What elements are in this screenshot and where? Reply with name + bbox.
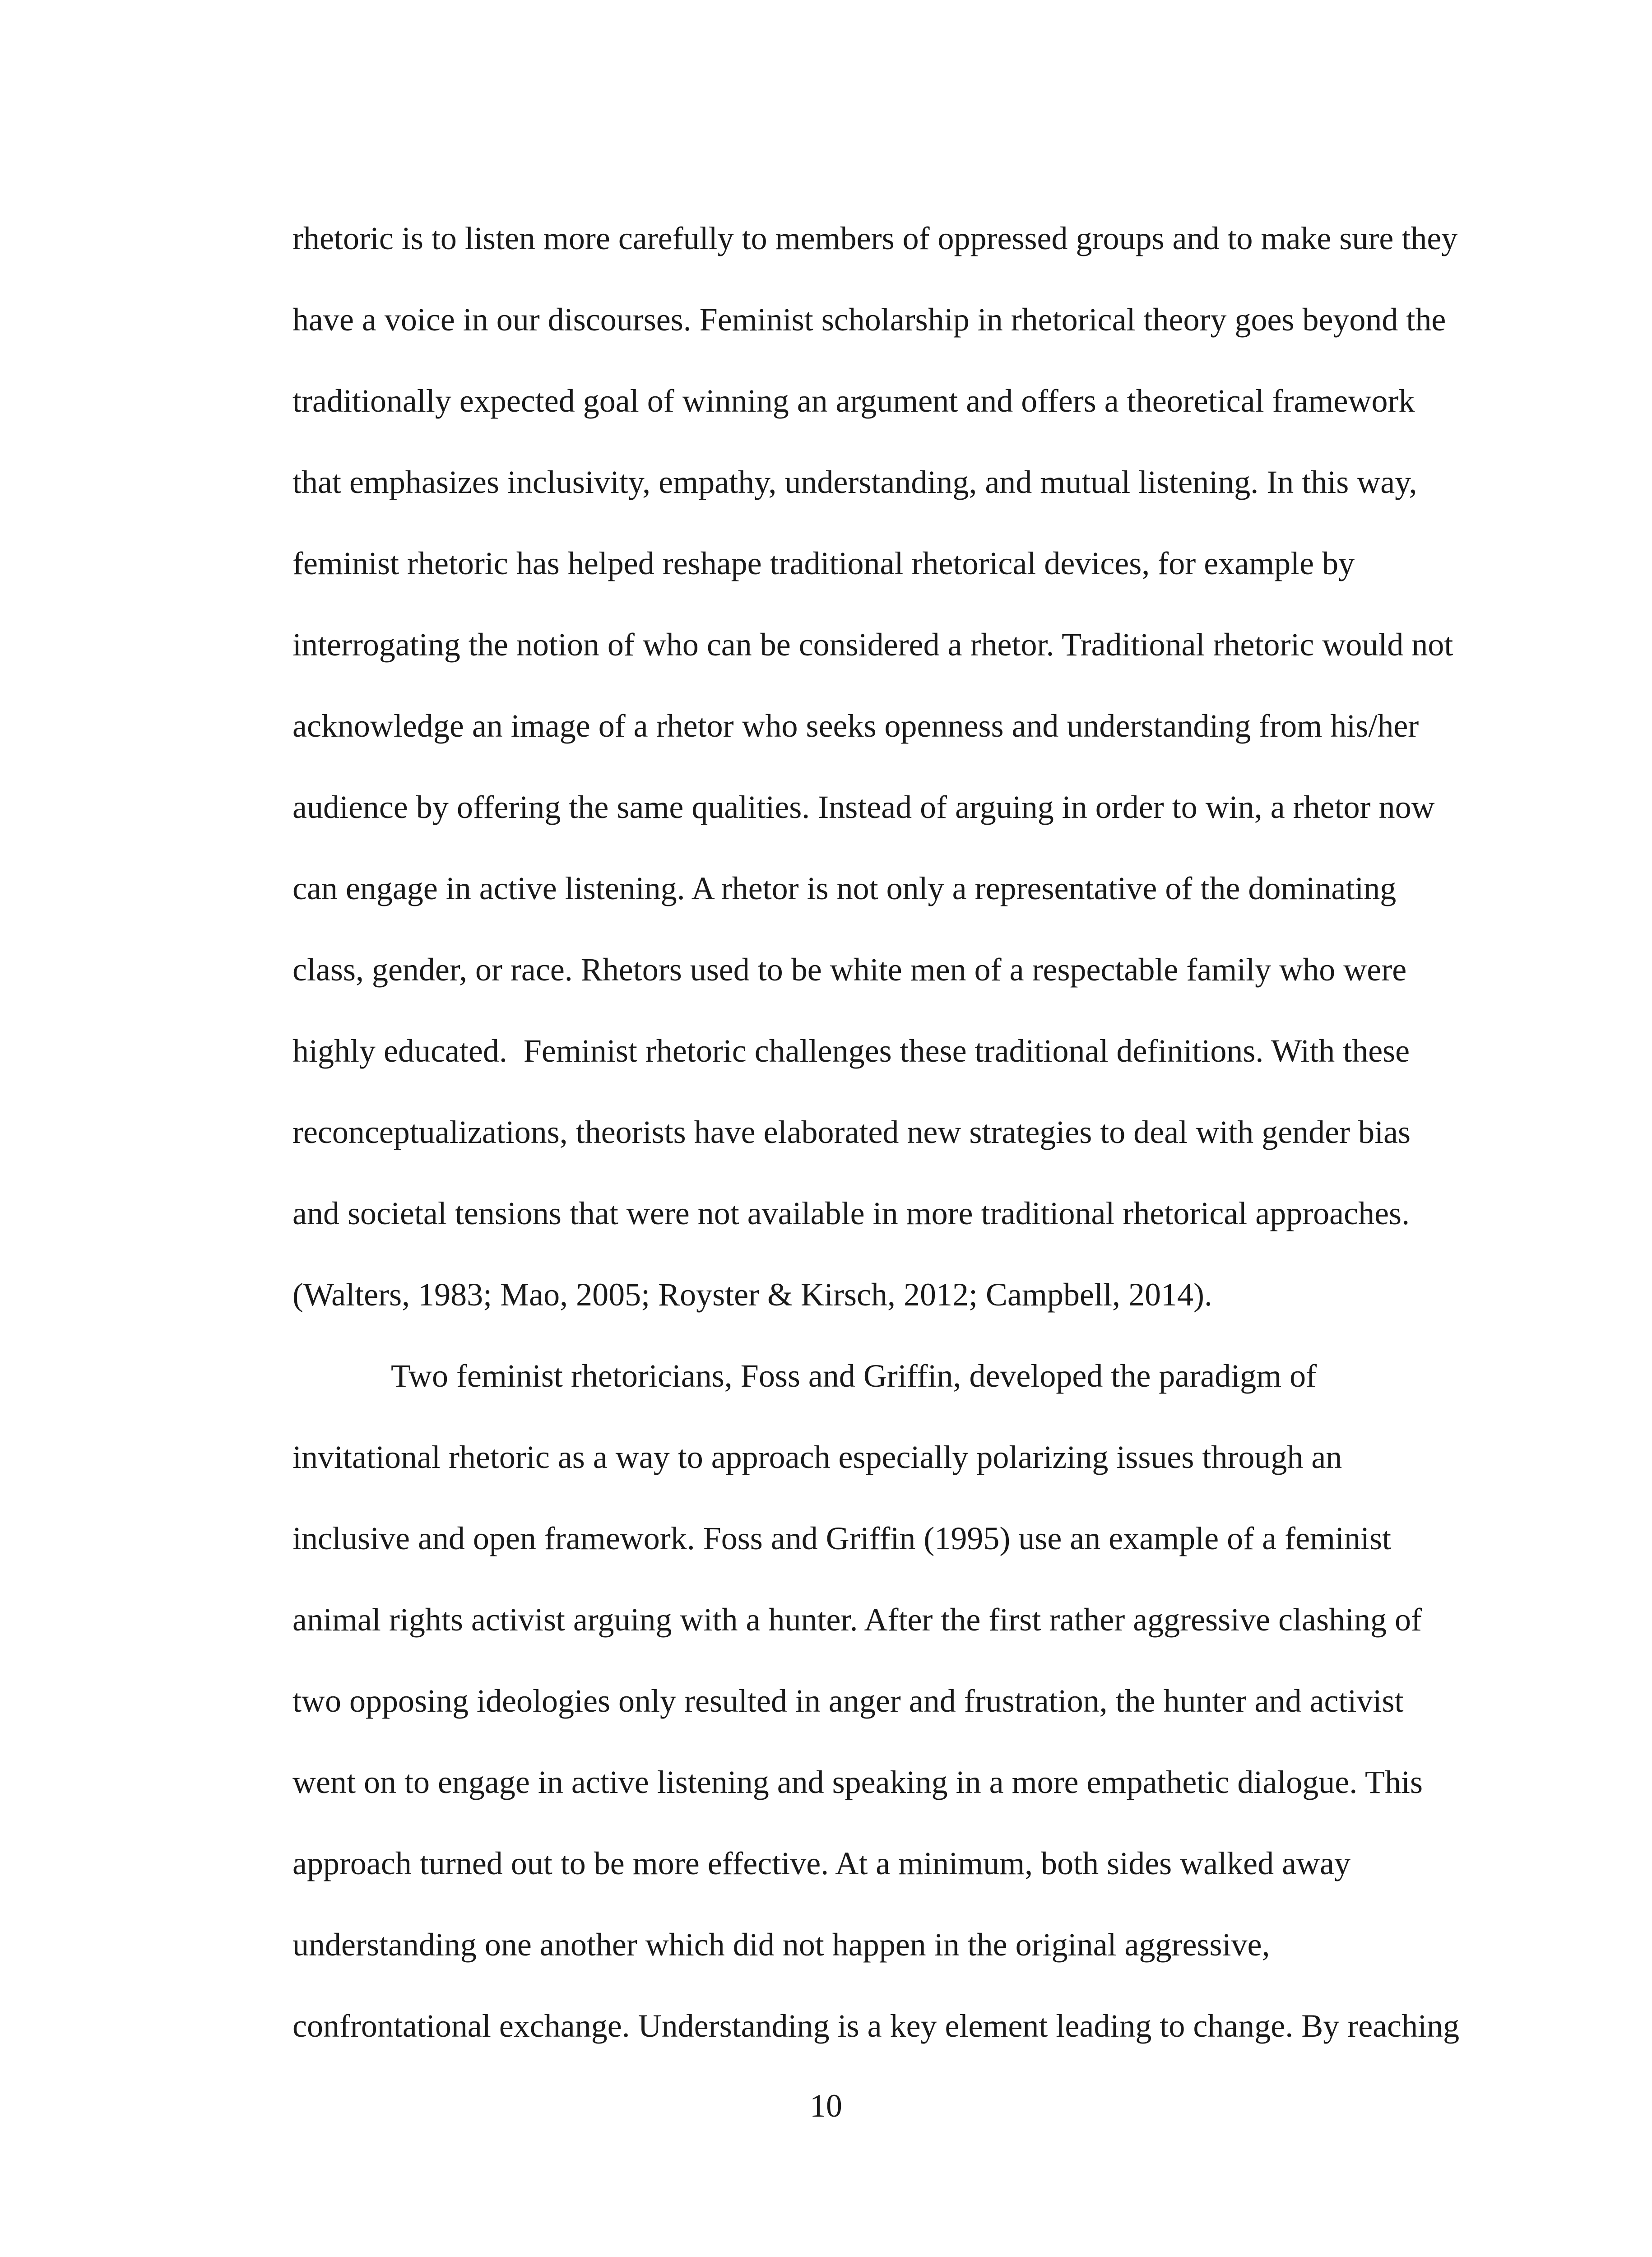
text-line: confrontational exchange. Understanding is a key element leading to change. By reaching [292, 2008, 1460, 2044]
paragraph-2 [292, 1349, 1475, 2080]
text-line: invitational rhetoric as a way to approach especially polarizing issues through an [292, 1439, 1342, 1475]
body-text [292, 211, 1475, 2080]
text-line: have a voice in our discourses. Feminist scholarship in rhetorical theory goes beyond the [292, 302, 1446, 338]
text-line: that emphasizes inclusivity, empathy, understanding, and mutual listening. In this way, [292, 464, 1417, 500]
text-line: interrogating the notion of who can be considered a rhetor. Traditional rhetoric would not [292, 627, 1453, 663]
text-line: animal rights activist arguing with a hunter. After the first rather aggressive clashing of [292, 1602, 1422, 1638]
text-line: and societal tensions that were not available in more traditional rhetorical approaches. [292, 1195, 1410, 1231]
text-line: inclusive and open framework. Foss and Griffin (1995) use an example of a feminist [292, 1520, 1392, 1556]
text-line: highly educated. Feminist rhetoric challenges these traditional definitions. With these [292, 1033, 1410, 1069]
citation-line: (Walters, 1983; Mao, 2005; Royster & Kirsch, 2012; Campbell, 2014). [292, 1277, 1212, 1313]
text-line: went on to engage in active listening and speaking in a more empathetic dialogue. This [292, 1764, 1423, 1800]
text-line: feminist rhetoric has helped reshape traditional rhetorical devices, for example by [292, 545, 1355, 581]
text-line: audience by offering the same qualities. Instead of arguing in order to win, a rhetor now [292, 789, 1435, 825]
text-line: rhetoric is to listen more carefully to members of oppressed groups and to make sure they [292, 220, 1458, 256]
paragraph-1 [292, 211, 1475, 1349]
text-line: traditionally expected goal of winning an argument and offers a theoretical framework [292, 383, 1415, 419]
text-line: acknowledge an image of a rhetor who seeks openness and understanding from his/her [292, 708, 1419, 744]
text-line: reconceptualizations, theorists have elaborated new strategies to deal with gender bias [292, 1114, 1411, 1150]
text-line: can engage in active listening. A rhetor is not only a representative of the dominating [292, 870, 1397, 906]
text-line: two opposing ideologies only resulted in anger and frustration, the hunter and activist [292, 1683, 1404, 1719]
page-number: 10 [810, 2088, 842, 2124]
text-line: understanding one another which did not happen in the original aggressive, [292, 1927, 1270, 1963]
text-line: Two feminist rhetoricians, Foss and Griffin, developed the paradigm of [391, 1358, 1317, 1394]
text-line: approach turned out to be more effective. At a minimum, both sides walked away [292, 1845, 1351, 1881]
text-line: class, gender, or race. Rhetors used to be white men of a respectable family who were [292, 952, 1407, 988]
